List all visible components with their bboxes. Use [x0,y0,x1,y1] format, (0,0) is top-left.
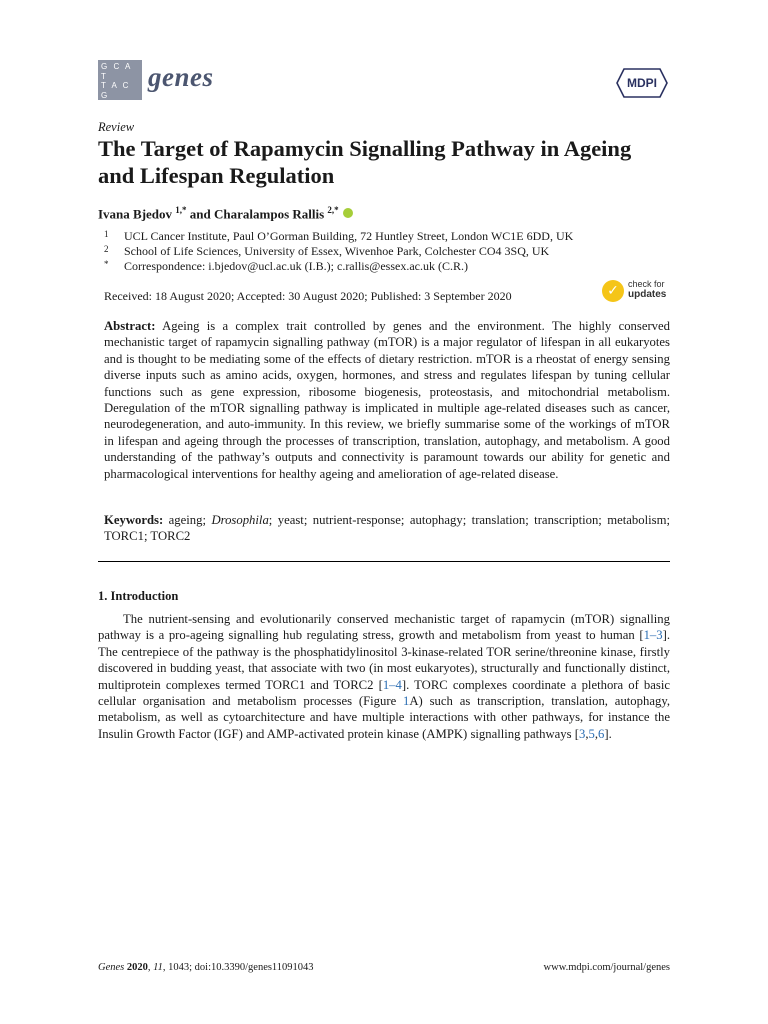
logo-letters-row: G C A T [101,100,132,119]
article-type: Review [98,120,135,134]
affiliation-item [104,242,549,258]
citation-link[interactable]: 3 [656,628,663,643]
keywords-text: ageing; [168,513,212,527]
body-text: ]. The centrepiece of the pathway is the phosphatidylinositol 3-kinase-related TOR serine/threonine kinase, firstly discovered in budding yeast, that associate with two (in most eukaryotes), structurally and functionally distinct, multiprotein complexes termed TORC1 and TORC2 [ [98,628,670,692]
body-text: ]. TORC complexes coordinate a plethora of basic cellular organisation and metabolism processes (Figure [98,677,670,709]
author-list [98,205,353,222]
publication-dates: Received: 18 August 2020; Accepted: 30 August 2020; Published: 3 September 2020 [104,289,512,303]
footer-doi: , 1043; doi:10.3390/genes11091043 [162,962,314,973]
citation-dash: – [389,677,396,692]
citation-link[interactable]: 5 [588,726,595,741]
author-name: Ivana Bjedov [98,206,173,222]
footer-citation: Genes 2020, 11, 1043; doi:10.3390/genes11091043 [98,962,314,973]
affiliation-number: 2 [104,244,109,254]
correspondence [104,257,468,273]
publisher-name: MDPI [627,76,657,90]
keywords-text: ; yeast; nutrient-response; autophagy; translation; transcription; metabolism; TORC1; TORC2 [104,513,671,544]
affiliation-number: 1 [104,229,109,239]
section-heading: 1. Introduction [98,589,179,603]
intro-paragraph [98,611,670,742]
abstract [104,318,670,482]
footer-year: 2020 [126,962,148,973]
correspondence-text: Correspondence: i.bjedov@ucl.ac.uk (I.B.); c.rallis@essex.ac.uk (C.R.) [124,259,469,273]
figure-link[interactable]: 1 [403,694,410,709]
footer-volume: 11 [153,962,163,973]
logo-letters-row: G C A T [101,62,132,81]
journal-name: genes [148,62,214,92]
author-name: Charalampos Rallis [214,206,325,222]
keywords-label: Keywords: [104,513,164,527]
author-separator: and [186,206,215,222]
citation-separator: , [594,726,599,741]
affiliation-number: * [104,259,109,269]
author-affiliation-mark: 2,* [327,205,339,215]
keywords [104,512,670,545]
check-icon: ✓ [602,280,624,302]
footer-journal: Genes [98,962,125,973]
logo-letters-row: T A C G [101,81,131,100]
affiliation-item [104,227,573,243]
citation-link[interactable]: 6 [598,726,605,741]
citation-link[interactable]: 3 [579,726,586,741]
check-updates-line1: check for [628,279,665,289]
orcid-icon[interactable] [343,208,353,218]
citation-dash: – [649,628,657,643]
footer-url[interactable]: www.mdpi.com/journal/genes [543,962,670,973]
body-text: The nutrient-sensing and evolutionarily conserved mechanistic target of rapamycin (mTOR) signalling pathway is a pro-ageing signalling hub regulating stress, growth and metabolism from yeast to human [ [98,612,670,643]
section-divider [98,561,670,562]
check-updates-line2: updates [628,289,667,300]
citation-separator: , [585,726,589,741]
citation-link[interactable]: 1 [643,628,650,643]
affiliation-text: School of Life Sciences, University of Essex, Wivenhoe Park, Colchester CO4 3SQ, UK [124,244,550,258]
citation-link[interactable]: 1 [382,677,390,692]
abstract-label: Abstract: [104,319,156,333]
affiliation-text: UCL Cancer Institute, Paul O’Gorman Building, 72 Huntley Street, London WC1E 6DD, UK [124,229,574,243]
citation-link[interactable]: 4 [395,677,402,692]
body-text: A) such as transcription, translation, autophagy, metabolism, as well as cytoarchitecture and have multiple interactions with other pathways, for instance the Insulin Growth Factor (IGF) and AMP-activated protein kinase (AMPK) signalling pathways [ [98,694,671,741]
abstract-text: Ageing is a complex trait controlled by genes and the environment. The highly conserved mechanistic target of rapamycin signalling pathway (mTOR) is a major regulator of lifespan in all eukaryotes and is thought to be mediating some of the effects of dietary restriction. mTOR is a rheostat of energy sensing diverse inputs such as amino acids, oxygen, hormones, and stress and regulates lifespan by tuning cellular functions such as gene expression, ribosome biogenesis, proteostasis, and mitochondrial metabolism. Deregulation of the mTOR signalling pathway is implicated in multiple age-related diseases such as cancer, neurodegeneration, and auto-immunity. In this review, we briefly summarise some of the workings of mTOR in lifespan and ageing through the processes of transcription, translation, autophagy, and metabolism. A good understanding of the pathway’s outputs and connectivity is paramount towards our ability for genetic and pharmacological interventions for healthy ageing and amelioration of age-related disease. [104,319,670,481]
publisher-logo [616,68,668,98]
journal-logo-mark [98,60,142,119]
author-affiliation-mark: 1,* [175,205,187,215]
body-text: ]. [604,726,612,741]
keyword-italic: Drosophila [211,513,269,527]
article-title: The Target of Rapamycin Signalling Pathway in Ageing and Lifespan Regulation [98,136,632,188]
check-for-updates-badge[interactable] [602,277,682,305]
